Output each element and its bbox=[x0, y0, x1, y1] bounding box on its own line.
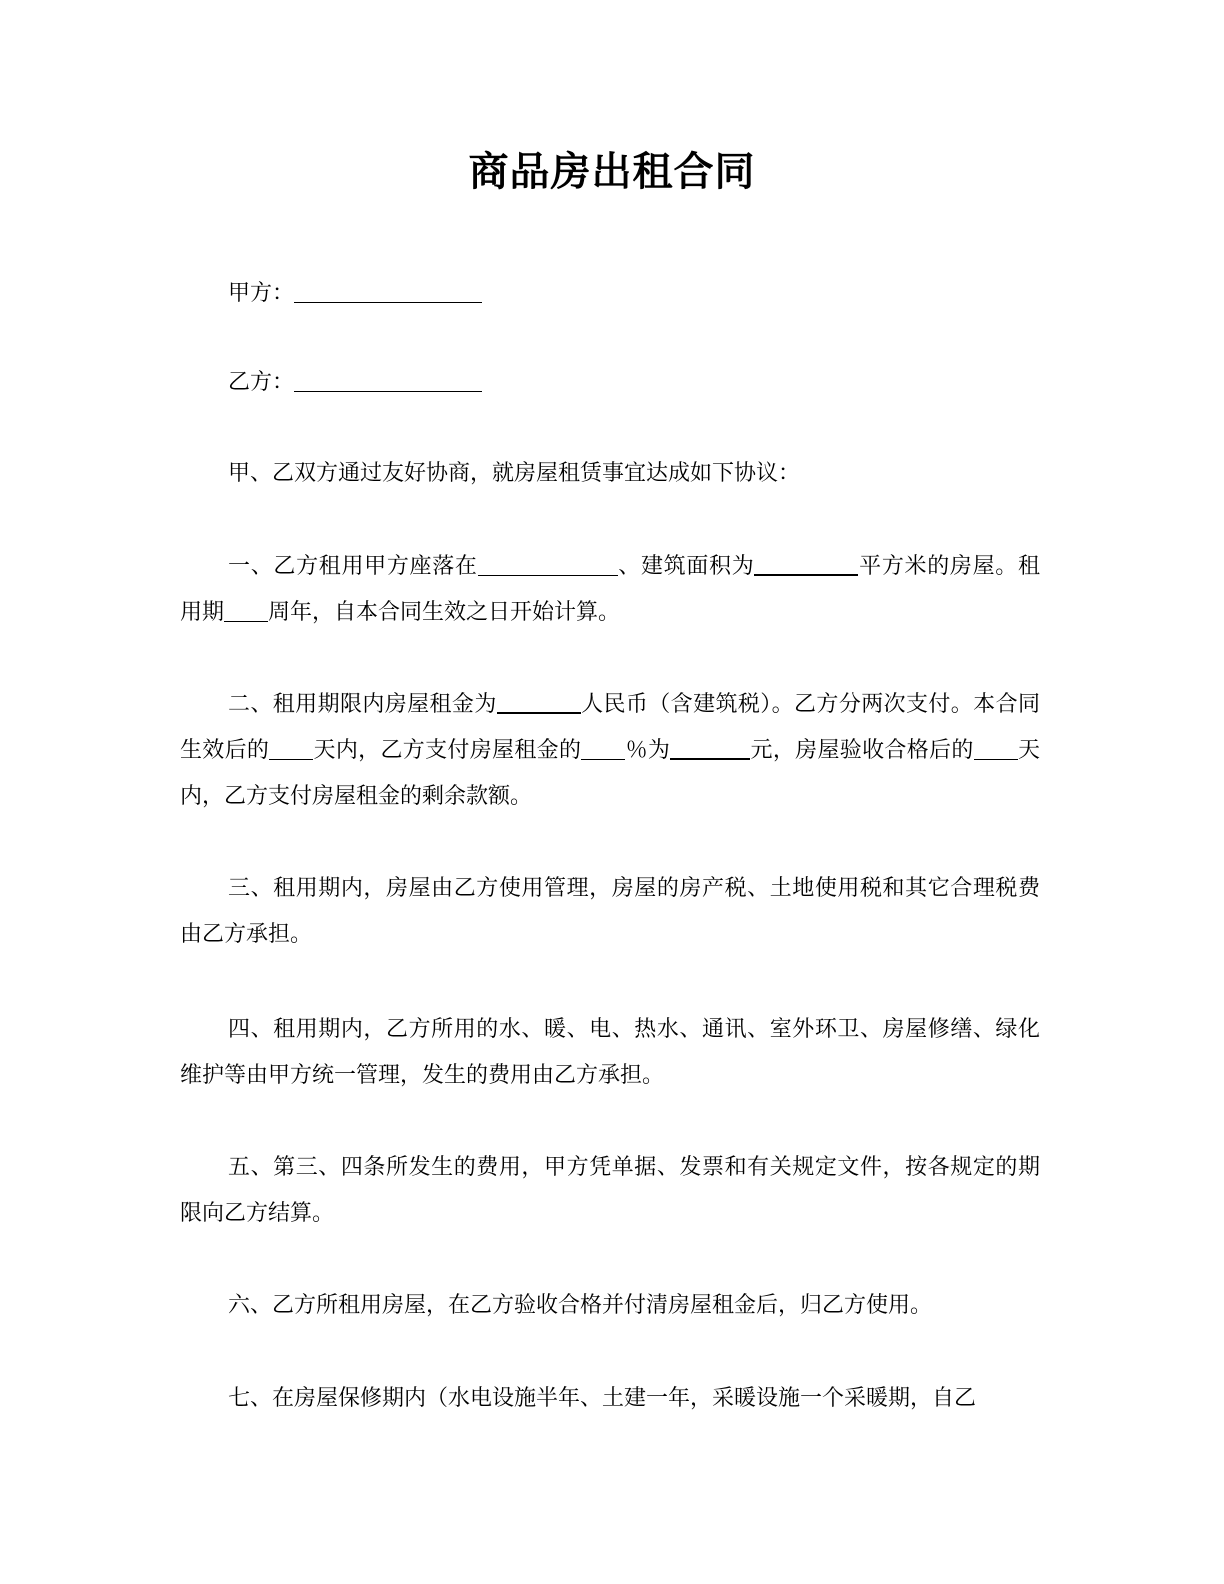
party-b-blank[interactable] bbox=[294, 368, 482, 392]
rent-blank[interactable] bbox=[497, 689, 581, 714]
clause-2-text-6: 天内，乙方支付房屋租金的剩余款额。 bbox=[180, 738, 1040, 809]
document-title: 商品房出租合同 bbox=[468, 149, 756, 195]
party-a-blank[interactable] bbox=[294, 279, 482, 303]
clause-2-text-2: 人民币（含建筑税）。乙方分两次支付。本合同生效后的 bbox=[180, 692, 1040, 763]
clause-2 bbox=[180, 682, 1040, 820]
clause-1-text-3: 平方米的房屋。租用期 bbox=[180, 554, 1040, 625]
term-years-blank[interactable] bbox=[224, 598, 268, 622]
percent-blank[interactable] bbox=[581, 736, 625, 760]
clause-7: 七、在房屋保修期内（水电设施半年、土建一年，采暖设施一个采暖期，自乙 bbox=[228, 1386, 977, 1411]
clause-1-text-4: 周年，自本合同生效之日开始计算。 bbox=[268, 600, 621, 625]
clause-1-text-2: 、建筑面积为 bbox=[617, 554, 755, 579]
clause-2-text-1: 二、租用期限内房屋租金为 bbox=[228, 692, 497, 717]
intro-paragraph: 甲、乙双方通过友好协商，就房屋租赁事宜达成如下协议： bbox=[228, 461, 801, 486]
clause-5: 五、第三、四条所发生的费用，甲方凭单据、发票和有关规定文件，按各规定的期限向乙方结算。 bbox=[180, 1155, 1040, 1226]
clause-2-text-3: 天内，乙方支付房屋租金的 bbox=[313, 738, 582, 763]
amount-blank[interactable] bbox=[670, 735, 750, 760]
clause-2-text-4: ％为 bbox=[625, 738, 671, 763]
clause-4: 四、租用期内，乙方所用的水、暖、电、热水、通讯、室外环卫、房屋修缮、绿化维护等由甲方统一管理，发生的费用由乙方承担。 bbox=[180, 1017, 1040, 1088]
remaining-payment-days-blank[interactable] bbox=[974, 736, 1018, 760]
clause-6: 六、乙方所租用房屋，在乙方验收合格并付清房屋租金后，归乙方使用。 bbox=[228, 1293, 933, 1318]
party-b-line bbox=[228, 360, 482, 406]
first-payment-days-blank[interactable] bbox=[269, 736, 313, 760]
clause-1 bbox=[180, 544, 1040, 636]
clause-2-text-5: 元，房屋验收合格后的 bbox=[750, 738, 974, 763]
party-a-line bbox=[228, 271, 482, 317]
party-b-label: 乙方： bbox=[228, 370, 295, 395]
party-a-label: 甲方： bbox=[228, 281, 295, 306]
area-blank[interactable] bbox=[754, 551, 858, 576]
clause-1-text-1: 一、乙方租用甲方座落在 bbox=[228, 554, 478, 579]
location-blank[interactable] bbox=[478, 552, 618, 576]
clause-3: 三、租用期内，房屋由乙方使用管理，房屋的房产税、土地使用税和其它合理税费由乙方承担。 bbox=[180, 876, 1040, 947]
